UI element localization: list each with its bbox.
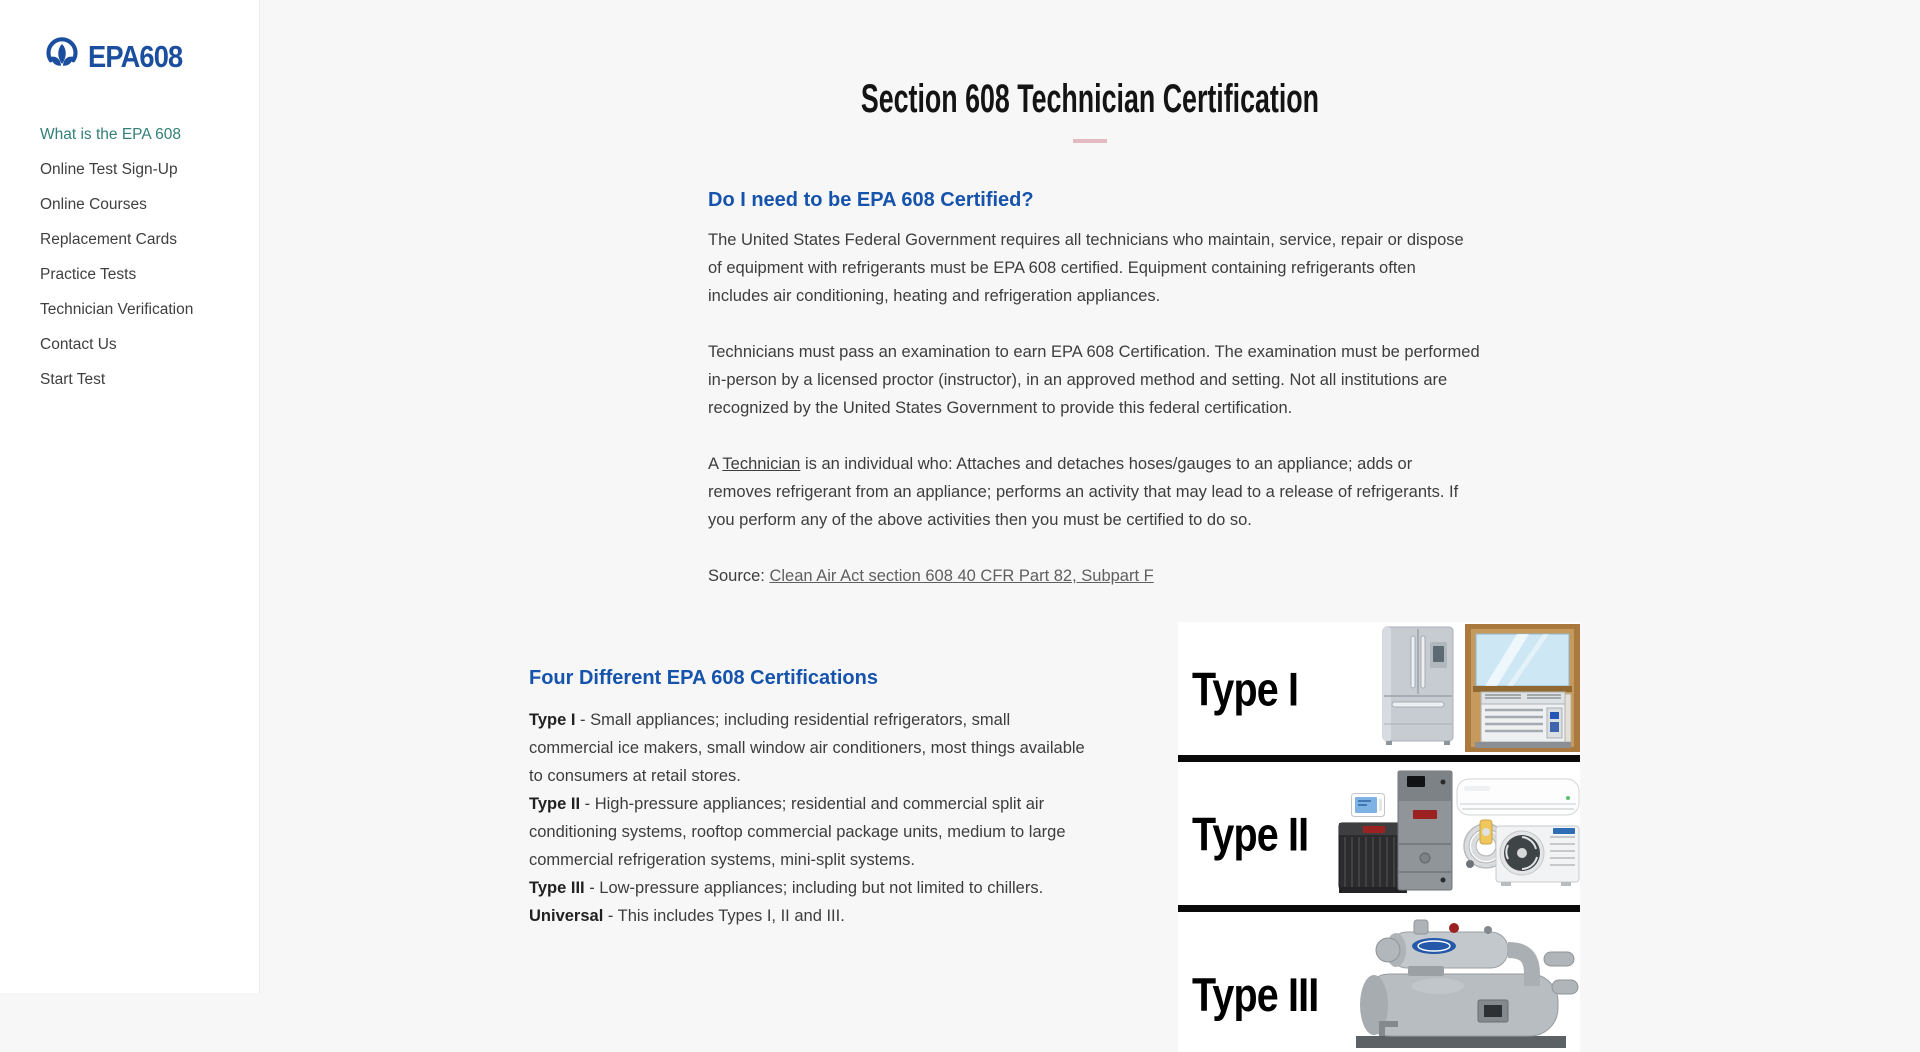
page-title: Section 608 Technician Certification xyxy=(860,77,1320,121)
panel-divider xyxy=(1178,755,1580,762)
chiller-icon xyxy=(1338,916,1580,1052)
intro-paragraph-1: The United States Federal Government requires all technicians who maintain, service, repair or dispose of equipment with refrigerants must be EPA 608 certified. Equipment containing refrigerants often includes air conditioning, heating and refrigeration appliances. xyxy=(708,231,1464,305)
certification-type-images xyxy=(1178,622,1580,1052)
air-handler-icon xyxy=(1397,770,1453,891)
sidebar-nav xyxy=(0,117,259,397)
intro-heading: Do I need to be EPA 608 Certified? xyxy=(708,189,1034,211)
logo[interactable] xyxy=(44,36,259,77)
cert-item-type-2: Type II - High-pressure appliances; residential and commercial split air conditioning systems, rooftop commercial package units, medium to large commercial refrigeration systems, mini-split systems. xyxy=(529,795,1066,869)
epa608-logo-icon xyxy=(44,36,80,77)
sidebar-item-contact-us[interactable]: Contact Us xyxy=(40,335,117,353)
type1-image-panel xyxy=(1178,622,1580,755)
cert-item-universal: Universal - This includes Types I, II and III. xyxy=(529,907,845,925)
window-air-conditioner-icon xyxy=(1465,624,1580,752)
type3-label: Type III xyxy=(1192,968,1319,1021)
technician-paragraph: A Technician is an individual who: Attaches and detaches hoses/gauges to an appliance; adds or removes refrigerant from an appliance; performs an activity that may lead to a release of refrigerants. If you perform any of the above activities then you must be certified to do so. xyxy=(708,455,1459,529)
sidebar-item-replacement-cards[interactable]: Replacement Cards xyxy=(40,230,177,248)
technician-underlined-term: Technician xyxy=(722,455,801,473)
sidebar-item-online-test-sign-up[interactable]: Online Test Sign-Up xyxy=(40,160,178,178)
title-divider xyxy=(1073,139,1107,143)
type2-image-panel xyxy=(1178,762,1580,905)
logo-text: EPA608 xyxy=(88,38,183,74)
thermostat-icon xyxy=(1351,793,1385,817)
mini-split-indoor-unit-icon xyxy=(1456,778,1580,818)
sidebar-item-start-test[interactable]: Start Test xyxy=(40,370,106,388)
certifications-section xyxy=(529,666,1089,930)
mini-split-outdoor-unit-icon xyxy=(1495,825,1580,887)
cert-item-type-3: Type III - Low-pressure appliances; including but not limited to chillers. xyxy=(529,879,1044,897)
source-label: Source: xyxy=(708,567,770,585)
sidebar-item-practice-tests[interactable]: Practice Tests xyxy=(40,265,137,283)
main-content xyxy=(260,0,1920,1021)
sidebar-item-what-is-the-epa-608[interactable]: What is the EPA 608 xyxy=(40,125,182,143)
intro-paragraph-2: Technicians must pass an examination to earn EPA 608 Certification. The examination must be performed in-person by a licensed proctor (instructor), in an approved method and setting. Not all institutions are recognized by the United States Government to provide this federal certification. xyxy=(708,343,1480,417)
panel-divider xyxy=(1178,905,1580,912)
clean-air-act-link[interactable]: Clean Air Act section 608 40 CFR Part 82, Subpart F xyxy=(769,567,1154,585)
type2-label: Type II xyxy=(1192,807,1309,860)
source-line xyxy=(708,562,1480,590)
cert-item-type-1: Type I - Small appliances; including residential refrigerators, small commercial ice makers, small window air conditioners, most things available to consumers at retail stores. xyxy=(529,711,1085,785)
certifications-heading: Four Different EPA 608 Certifications xyxy=(529,667,878,689)
refrigerator-icon xyxy=(1380,626,1456,746)
sidebar xyxy=(0,0,260,993)
type1-label: Type I xyxy=(1192,662,1299,715)
sidebar-item-technician-verification[interactable]: Technician Verification xyxy=(40,300,194,318)
intro-section xyxy=(708,188,1480,618)
sidebar-item-online-courses[interactable]: Online Courses xyxy=(40,195,147,213)
type3-image-panel xyxy=(1178,912,1580,1052)
